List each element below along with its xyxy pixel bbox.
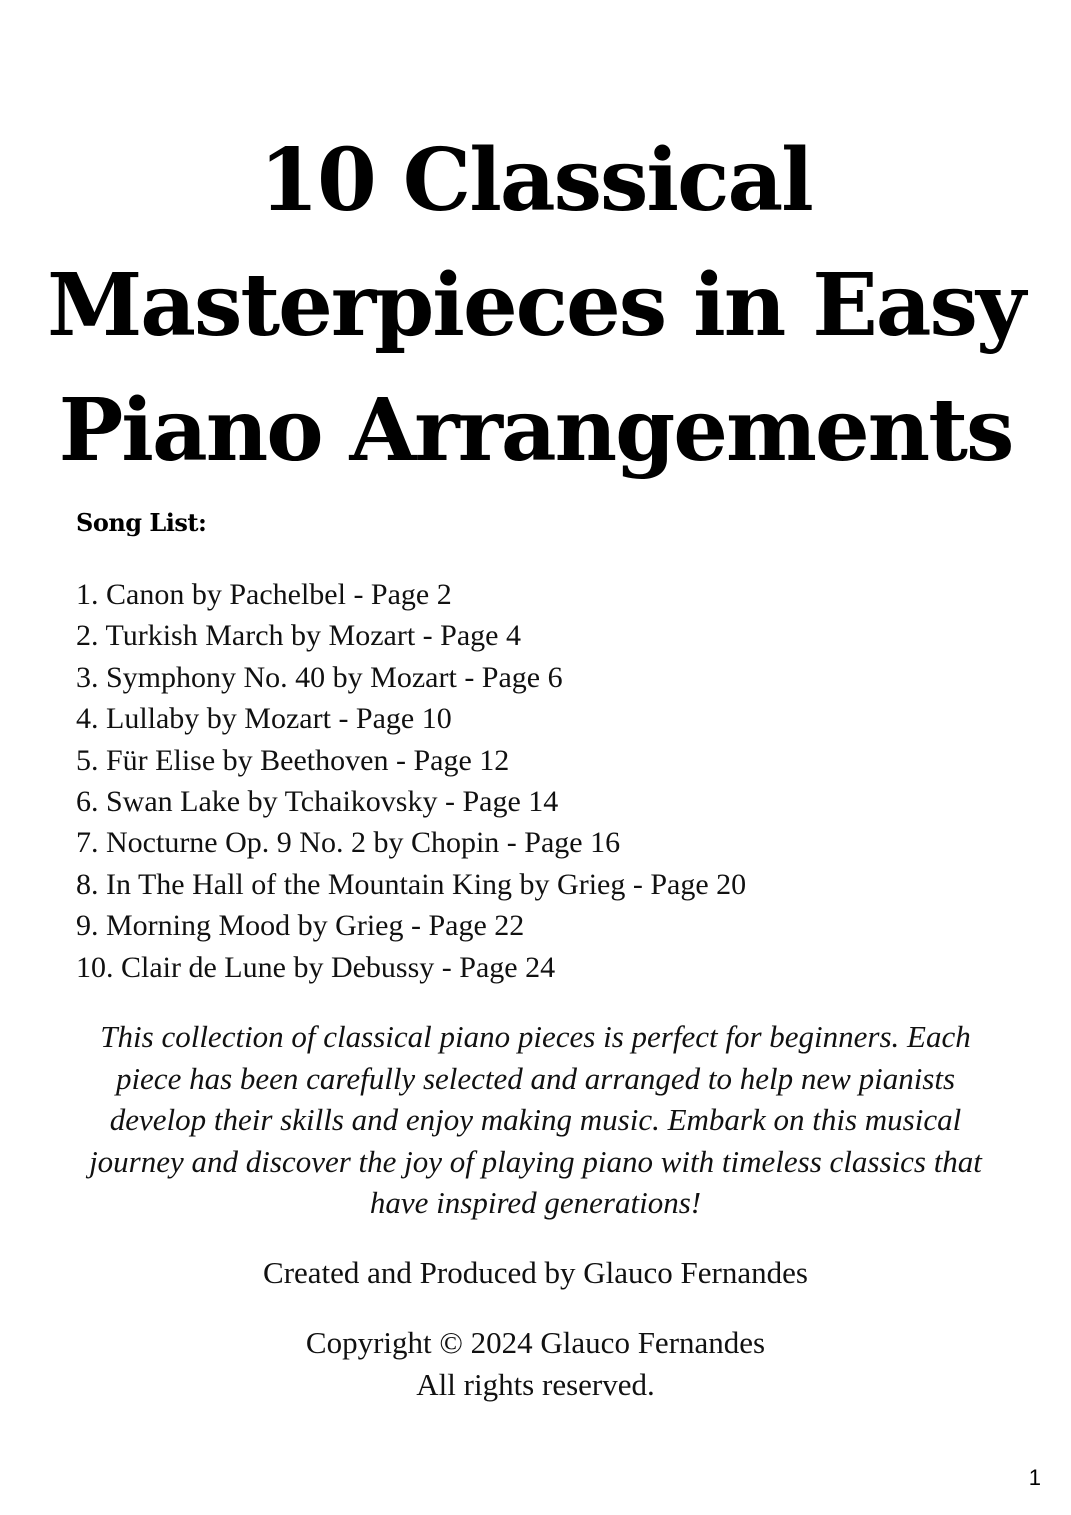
- copyright-line: Copyright © 2024 Glauco Fernandes: [305, 1325, 766, 1360]
- song-list-item: 3. Symphony No. 40 by Mozart - Page 6: [76, 660, 563, 694]
- song-list-item: 9. Morning Mood by Grieg - Page 22: [76, 909, 525, 943]
- rights-reserved-line: All rights reserved.: [416, 1367, 655, 1402]
- song-list-item: 2. Turkish March by Mozart - Page 4: [76, 619, 521, 653]
- producer-credit: Created and Produced by Glauco Fernandes: [263, 1255, 808, 1290]
- document-title: [40, 118, 1031, 493]
- page-number: 1: [1028, 1465, 1041, 1490]
- title-line-1: 10 Classical: [259, 130, 812, 231]
- song-list-item: 6. Swan Lake by Tchaikovsky - Page 14: [76, 785, 559, 819]
- song-list-heading: Song List:: [76, 508, 207, 537]
- copyright-notice: [40, 1322, 1031, 1406]
- song-list-item: 8. In The Hall of the Mountain King by Grieg - Page 20: [76, 867, 747, 901]
- song-list: [76, 574, 1036, 988]
- collection-description: This collection of classical piano pieces is perfect for beginners. Each piece has been carefully selected and arranged to help new pianists develop their skills and enjoy making music. Embark on this musical journey and discover the joy of playing piano with timeless classics that have inspired generations!: [89, 1019, 982, 1221]
- song-list-item: 1. Canon by Pachelbel - Page 2: [76, 578, 452, 611]
- song-list-item: 10. Clair de Lune by Debussy - Page 24: [76, 950, 556, 984]
- song-list-item: 4. Lullaby by Mozart - Page 10: [76, 702, 452, 736]
- title-line-3: Piano Arrangements: [58, 380, 1013, 481]
- title-line-2: Masterpieces in Easy: [47, 255, 1024, 356]
- song-list-item: 7. Nocturne Op. 9 No. 2 by Chopin - Page 16: [76, 826, 621, 860]
- song-list-item: 5. Für Elise by Beethoven - Page 12: [76, 743, 510, 777]
